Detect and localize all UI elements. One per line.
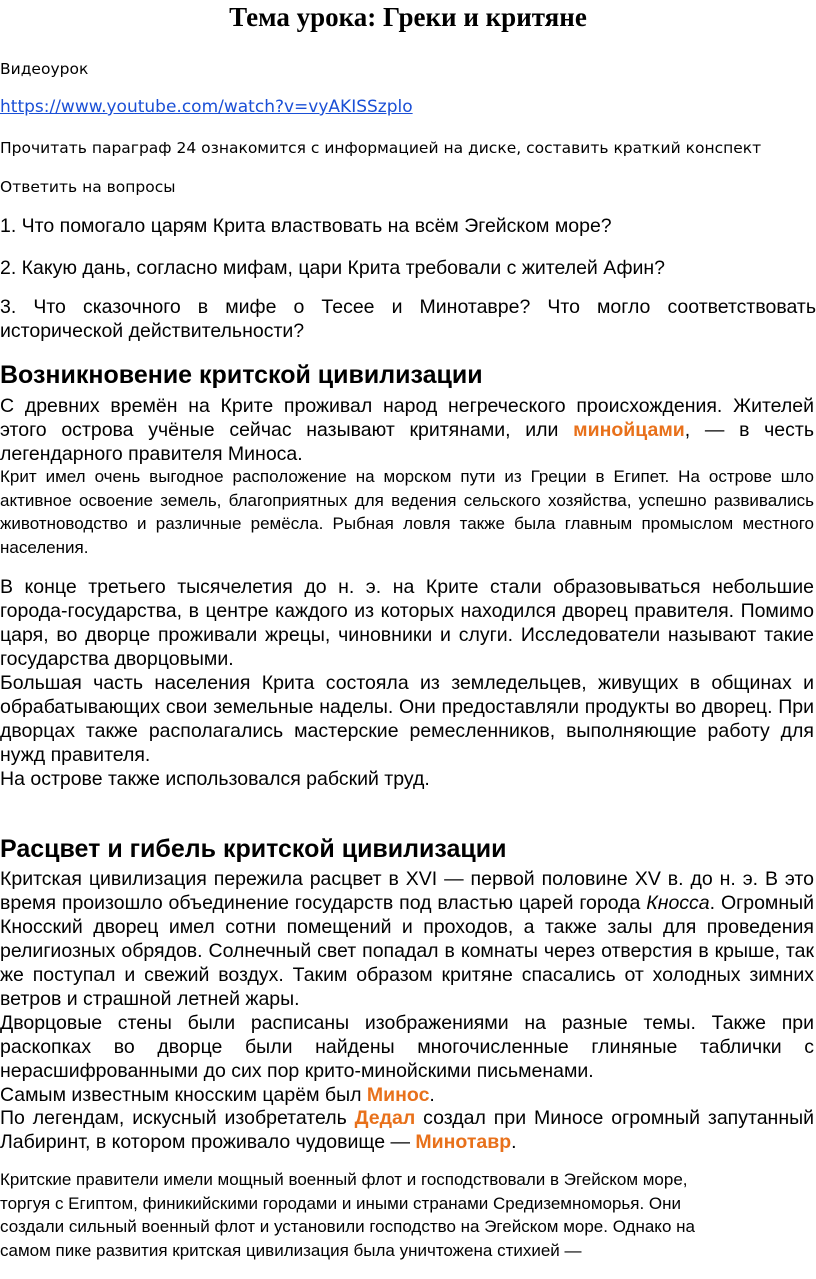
question-3 xyxy=(0,295,816,319)
s2p5-line-1: Критские правители имели мощный военный флот и господствовали в Эгейском море, xyxy=(0,1170,688,1189)
minoans-highlight: минойцами xyxy=(573,419,685,441)
section-2-paragraph-3 xyxy=(0,1083,814,1107)
section-1-paragraph-3: В конце третьего тысячелетия до н. э. на Крите стали образовываться небольшие города-государства, в центре каждого из которых находился дворец правителя. Помимо царя, во дворце проживали жрецы, чиновники и слуги. Исследователи называют такие государства дворцовыми. xyxy=(0,576,814,670)
s2p3-a: Самым известным кносским царём был xyxy=(0,1084,367,1106)
s2p1-a: Критская цивилизация пережила расцвет в XVI — первой половине XV в. до н. э. В это время произошло объединение государств под властью царей города xyxy=(0,868,814,914)
section-2-paragraph-4 xyxy=(0,1106,814,1154)
question-2: 2. Какую дань, согласно мифам, цари Крита требовали с жителей Афин? xyxy=(0,257,665,279)
section-2-paragraph-2: Дворцовые стены были расписаны изображениями на разные темы. Также при раскопках во дворце были найдены многочисленные глиняные таблички с нерасшифрованными до сих пор крито-минойскими письменами. xyxy=(0,1012,814,1082)
daedalus-highlight: Дедал xyxy=(354,1107,416,1129)
section-1-paragraph-2: Крит имел очень выгодное расположение на морском пути из Греции в Египет. На острове шло активное освоение земель, благоприятных для ведения сельского хозяйства, успешно развивались животноводство и различные ремёсла. Рыбная ловля также была главным промыслом местного населения. xyxy=(0,467,814,557)
s2p4-a: По легендам, искусный изобретатель xyxy=(0,1107,355,1129)
question-1: 1. Что помогало царям Крита властвовать на всём Эгейском море? xyxy=(0,215,612,237)
section-1-paragraph-1 xyxy=(0,394,814,466)
s2p4-c: . xyxy=(511,1131,517,1153)
video-link[interactable]: https://www.youtube.com/watch?v=vyAKISSzplo xyxy=(0,97,413,117)
s2p5-line-4: самом пике развития критская цивилизация была уничтожена стихией — xyxy=(0,1240,582,1260)
video-label: Видеоурок xyxy=(0,60,89,78)
section-1-paragraph-5: На острове также использовался рабский труд. xyxy=(0,768,430,790)
question-3-line-1: 3. Что сказочного в мифе о Тесее и Минотавре? Что могло соответствовать xyxy=(0,296,816,318)
s1p1-b: , — в честь легендарного правителя Миноса. xyxy=(0,419,814,465)
task-text: Прочитать параграф 24 ознакомится с информацией на диске, составить краткий конспект xyxy=(0,139,762,157)
section-1-heading: Возникновение критской цивилизации xyxy=(0,361,483,389)
s2p3-b: . xyxy=(429,1084,435,1106)
answer-label: Ответить на вопросы xyxy=(0,178,176,196)
section-2-heading: Расцвет и гибель критской цивилизации xyxy=(0,835,507,863)
s2p4-b: создал при Миносе огромный запутанный Лабиринт, в котором проживало чудовище — xyxy=(0,1107,814,1153)
section-2-paragraph-5 xyxy=(0,1168,814,1262)
minotaur-highlight: Минотавр xyxy=(415,1131,512,1153)
minos-highlight: Минос xyxy=(366,1084,430,1106)
s2p1-b: . Огромный Кносский дворец имел сотни помещений и проходов, а также залы для проведения религиозных обрядов. Солнечный свет попадал в комнаты через отверстия в крыше, так же поступал и свежий воздух. Таким образом критяне спасались от холодных зимних ветров и страшной летней жары. xyxy=(0,892,815,1010)
section-1-paragraph-4: Большая часть населения Крита состояла из земледельцев, живущих в общинах и обрабатывающих свои земельные наделы. Они предоставляли продукты во дворец. При дворцах также располагались мастерские ремесленников, выполняющие работу для нужд правителя. xyxy=(0,672,814,766)
s2p5-line-2: торгуя с Египтом, финикийскими городами и иными странами Средиземноморья. Они xyxy=(0,1193,682,1213)
s2p5-line-3: создали сильный военный флот и установили господство на Эгейском море. Однако на xyxy=(0,1217,695,1236)
section-2-paragraph-1 xyxy=(0,867,814,1011)
knossos-italic: Кносса xyxy=(646,892,710,914)
s1p1-a: С древних времён на Крите проживал народ негреческого происхождения. Жителей этого острова учёные сейчас называют критянами, или xyxy=(0,395,814,441)
question-3-line-2: исторической действительности? xyxy=(0,320,305,342)
page-title: Тема урока: Греки и критяне xyxy=(229,2,587,32)
